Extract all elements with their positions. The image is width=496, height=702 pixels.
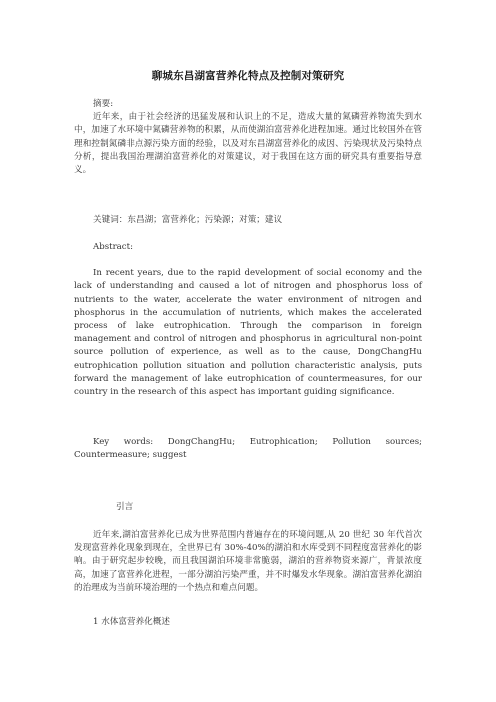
keywords-en-text: Key words: DongChangHu; Eutrophication; Pollution sources; Countermeasure; suggest xyxy=(74,437,422,461)
abstract-en-label: Abstract: xyxy=(93,242,133,252)
section1-heading-block xyxy=(74,616,422,629)
section1-heading: 1 水体富营养化概述 xyxy=(93,617,170,627)
abstract-cn xyxy=(74,98,422,177)
intro-heading: 引言 xyxy=(116,502,134,512)
abstract-cn-label: 摘要: xyxy=(93,99,114,109)
intro-heading-block xyxy=(74,501,422,514)
intro-text: 近年来,湖泊富营养化已成为世界范围内普遍存在的环境问题,从 20 世纪 30 年代首次发现富营养化现象到现在，全世界已有 30%-40%的湖泊和水库受到不同程度富营养化的影响。由于研究起步较晚，而且我国湖泊环境非常脆弱，湖泊的营养物资来源广，背景浓度高，加速了富营养化进程，一部分湖泊污染严重，并不时爆发水华现象。湖泊富营养化湖泊的治理成为当前环境治理的一个热点和难点问题。 xyxy=(74,530,422,593)
keywords-cn xyxy=(74,214,422,227)
document-title: 聊城东昌湖富营养化特点及控制对策研究 xyxy=(151,70,345,82)
abstract-en xyxy=(74,241,422,399)
abstract-cn-text: 近年来，由于社会经济的迅猛发展和认识上的不足，造成大量的氮磷营养物流失到水中，加速了水环境中氮磷营养物的积累，从而使湖泊富营养化进程加速。通过比较国外在管理和控制氮磷非点源污染方面的经验，以及对东昌湖富营养化的成因、污染现状及污染特点分析，提出我国治理湖泊富营养化的对策建议，对于我国在这方面的研究具有重要指导意义。 xyxy=(74,112,422,176)
keywords-en xyxy=(74,436,422,462)
abstract-en-text: In recent years, due to the rapid development of social economy and the lack of understanding and caused a lot of nitrogen and phosphorus loss of nutrients to the water, accelerate the water environment of nitrogen and phosphorus in the accumulation of nutrients, which makes the accelerated process of lake eutrophication. Through the comparison in foreign management and control of nitrogen and phosphorus in agricultural non-point source pollution of experience, as well as to the cause, DongChangHu eutrophication pollution situation and pollution characteristic analysis, puts forward the management of lake eutrophication of countermeasures, for our country in the research of this aspect has important guiding significance. xyxy=(74,268,422,398)
intro-section xyxy=(74,529,422,595)
keywords-cn-text: 关键词：东昌湖；富营养化；污染源；对策；建议 xyxy=(93,215,283,225)
